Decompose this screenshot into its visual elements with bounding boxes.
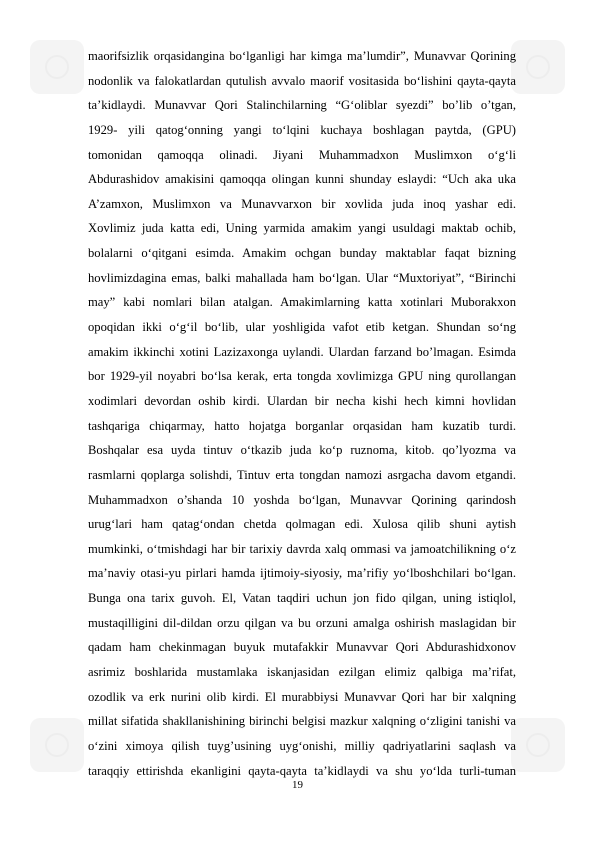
text-line: A’zamxon, Muslimxon va Munavvarxon bir xovlida juda inoq yashar edi. <box>88 196 516 211</box>
text-line: Xovlimiz juda katta edi, Uning yarmida amakim yangi usuldagi maktab ochib, <box>88 221 516 236</box>
text-line: ma’naviy otasi-yu pirlari hamda ijtimoiy-siyosiy, ma’rifiy yo‘lboshchilari bo‘lgan. <box>88 566 516 581</box>
text-line: urug‘lari ham qatag‘ondan chetda qolmagan edi. Xulosa qilib shuni aytish <box>88 517 516 532</box>
text-line: Abdurashidov amakisini qamoqqa olingan kunni shunday eslaydi: “Uch aka uka <box>88 172 516 187</box>
text-line: tomonidan qamoqqa olinadi. Jiyani Muhammadxon Muslimxon o‘g‘li <box>88 147 516 162</box>
text-line: ta’kidlaydi. Munavvar Qori Stalinchilarning “G‘oliblar syezdi” bo’lib o’tgan, <box>88 98 516 113</box>
text-line: millat sifatida shakllanishining birinchi belgisi mazkur xalqning o‘zligini tanishi va <box>88 714 516 729</box>
watermark-mark <box>511 40 565 94</box>
text-line: asrimiz boshlarida mustamlaka iskanjasidan ezilgan elimiz qalbiga ma’rifat, <box>88 665 516 680</box>
text-line: amakim ikkinchi xotini Lazizaxonga uylandi. Ulardan farzand bo’lmagan. Esimda <box>88 344 516 359</box>
text-line: Bunga ona tarix guvoh. El, Vatan taqdiri uchun jon fido qilgan, uning istiqlol, <box>88 591 516 606</box>
text-line: Boshqalar esa uyda tintuv o‘tkazib juda ko‘p ruznoma, kitob. qo’lyozma va <box>88 443 516 458</box>
page-number: 19 <box>292 779 303 791</box>
text-line: mumkinki, o‘tmishdagi har bir tarixiy davrda xalq ommasi va jamoatchilikning o‘z <box>88 541 516 556</box>
text-line: ozodlik va erk nurini olib kirdi. El murabbiysi Munavvar Qori har bir xalqning <box>88 689 516 704</box>
text-line: taraqqiy ettirishda ekanligini qayta-qayta ta’kidlaydi va shu yo‘lda turli-tuman <box>88 763 516 778</box>
text-line: o‘zini ximoya qilish tuyg’usining uyg‘onishi, milliy qadriyatlarini saqlash va <box>88 738 516 753</box>
text-line: hovlimizdagina emas, balki mahallada ham bo‘lgan. Ular “Muxtoriyat”, “Birinchi <box>88 270 516 285</box>
text-line: qadam ham chekinmagan buyuk mutafakkir Munavvar Qori Abdurashidxonov <box>88 640 516 655</box>
text-line: tashqariga chiqarmay, hatto hojatga borganlar orqasidan ham kuzatib turdi. <box>88 418 516 433</box>
body-text <box>88 44 516 783</box>
text-line: xodimlari devordan oshib kirdi. Ulardan bir necha kishi hech kimni hovlidan <box>88 393 516 408</box>
text-line: mustaqilligini dil-dildan orzu qilgan va bu orzuni amalga oshirish maslagidan bir <box>88 615 516 630</box>
watermark-mark <box>30 718 84 772</box>
text-line: opoqidan ikki o‘g‘il bo‘lib, ular yoshligida vafot etib ketgan. Shundan so‘ng <box>88 320 516 335</box>
text-line: Muhammadxon o’shanda 10 yoshda bo‘lgan, Munavvar Qorining qarindosh <box>88 492 516 507</box>
text-line: bor 1929-yil noyabri bo‘lsa kerak, erta tongda xovlimizga GPU ning qurollangan <box>88 369 516 384</box>
watermark-mark <box>511 718 565 772</box>
watermark-mark <box>30 40 84 94</box>
text-line: nodonlik va falokatlardan qutulish avvalo maorif vositasida bo‘lishini qayta-qayta <box>88 73 516 88</box>
text-line: may” kabi nomlari bilan atalgan. Amakimlarning katta xotinlari Muborakxon <box>88 295 516 310</box>
text-line: rasmlarni qoplarga solishdi, Tintuv erta tongdan namozi asrgacha davom etgandi. <box>88 467 516 482</box>
text-line: bolalarni o‘qitgani esimda. Amakim ochgan bunday maktablar faqat bizning <box>88 246 516 261</box>
text-line: 1929- yili qatog‘onning yangi to‘lqini kuchaya boshlagan paytda, (GPU) <box>88 122 516 137</box>
text-line: maorifsizlik orqasidangina bo‘lganligi har kimga ma’lumdir”, Munavvar Qorining <box>88 49 516 63</box>
